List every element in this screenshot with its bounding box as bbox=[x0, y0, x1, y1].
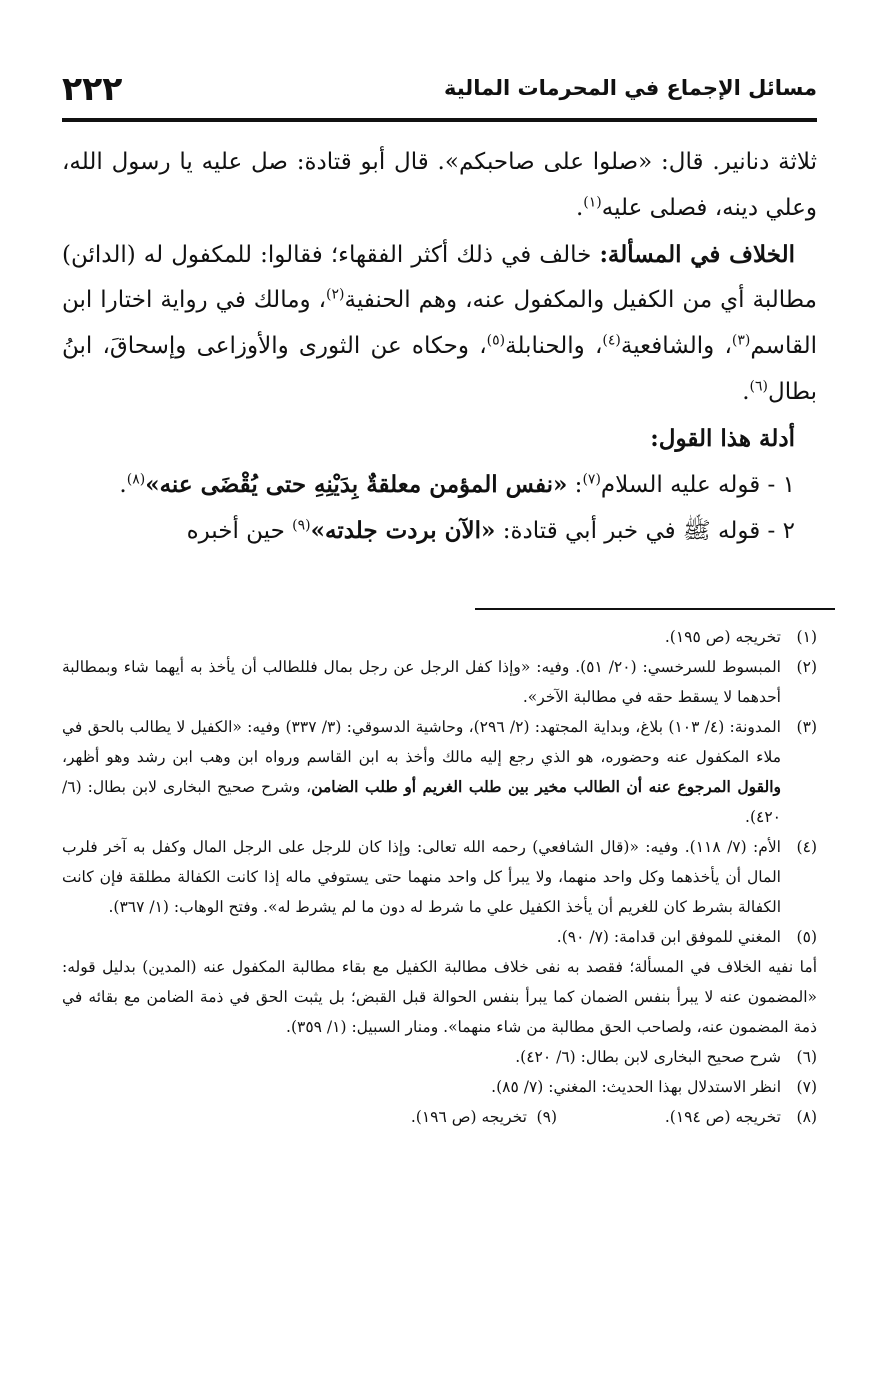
text-span: حين أخبره bbox=[186, 518, 293, 545]
footnote-text bbox=[62, 712, 781, 832]
footnote-6 bbox=[62, 1042, 817, 1072]
footnote-number: (٨) bbox=[796, 1108, 817, 1126]
header-rule bbox=[62, 118, 817, 122]
page-header bbox=[62, 64, 817, 112]
footnote-ref[interactable]: (٦) bbox=[749, 378, 768, 395]
footnotes bbox=[62, 622, 817, 1132]
footnote-text: الأم: (٧/ ١١٨). وفيه: «(قال الشافعي) رحمه الله تعالى: وإذا كان للرجل على الرجل المال وكفل به آخر فلرب المال أن يأخذهما وكل واحد منهما، ولا يبرأ كل واحد منهما حتى يستوفي ماله إذا كانت الكفالة مطلقة فإن كانت الكفالة بشرط كان للغريم أن يأخذ الكفيل علي ما شرط له دون ما لم يشرط له». وفتح الوهاب: (١/ ٣٦٧). bbox=[62, 838, 781, 916]
footnote-1 bbox=[62, 622, 817, 652]
footnote-text: تخريجه (ص ١٩٦). bbox=[410, 1108, 527, 1126]
text-span: ، والشافعية bbox=[620, 333, 732, 360]
footnote-number: (١) bbox=[796, 628, 817, 646]
footnote-number: (٥) bbox=[796, 928, 817, 946]
footnote-3 bbox=[62, 712, 817, 832]
text-span: ٢ - قوله ﷺ في خبر أبي قتادة: bbox=[495, 518, 795, 545]
evidence-item-1: ١ - قوله عليه السلام$^{(٧)}$: «نفس المؤمن معلقةٌ بِدَيْنِهِ حتى يُقْضَى عنه»$^{(٨)}$. bbox=[119, 470, 795, 498]
footnote-text: تخريجه (ص ١٩٤). bbox=[664, 1108, 781, 1126]
footnote-ref[interactable]: (٢) bbox=[326, 286, 345, 303]
footnote-text: انظر الاستدلال بهذا الحديث: المغني: (٧/ ٨٥). bbox=[491, 1078, 781, 1096]
footnote-ref[interactable]: (١) bbox=[583, 194, 602, 211]
footnote-5 bbox=[62, 922, 817, 952]
footnote-8 bbox=[557, 1102, 817, 1132]
bold-quote: والقول المرجوع عنه أن الطالب مخير بين طلب الغريم أو طلب الضامن bbox=[311, 777, 781, 796]
footnote-ref[interactable]: (٧) bbox=[582, 470, 601, 487]
footnote-rule bbox=[475, 608, 835, 610]
text-span: ١ - قوله عليه السلام bbox=[600, 471, 795, 498]
text-span: ، وشرح صحيح البخارى لابن بطال: (٦/ ٤٢٠). bbox=[62, 778, 781, 826]
main-text bbox=[62, 140, 817, 555]
evidence-item-2 bbox=[62, 508, 817, 555]
text-span: ، وحكاه عن الثورى والأوزاعى وإسحاقَ، ابنُ بطال bbox=[62, 333, 817, 405]
paragraph-2: الخلاف في المسألة: خالف في ذلك أكثر الفقهاء؛ فقالوا: للمكفول له (الدائن) مطالبة أي من الكفيل والمكفول عنه، وهم الحنفية$^{(٢)}$، ومالك في رواية اختارا ابن القاسم$^{(٣)}$، والشافعية$^{(٤)}$، والحنابلة$^{(٥)}$، وحكاه عن الثورى والأوزاعى وإسحاقَ، ابنُ بطال$^{(٦)}$. bbox=[62, 240, 817, 405]
evidence-heading: أدلة هذا القول: bbox=[650, 424, 795, 452]
footnote-ref[interactable]: (٣) bbox=[731, 332, 751, 349]
hadith-quote: «الآن بردت جلدته» bbox=[310, 517, 496, 545]
footnote-number: (٦) bbox=[796, 1048, 817, 1066]
section-lead: الخلاف في المسألة: bbox=[599, 240, 795, 268]
footnote-pair bbox=[62, 1102, 817, 1132]
text-span: الله، وعلي دينه، فصلى عليه bbox=[62, 149, 817, 221]
footnote-text: تخريجه (ص ١٩٥). bbox=[664, 628, 781, 646]
text-span: ثلاثة دنانير. قال: «صلوا على صاحبكم». قال أبو قتادة: صل عليه يا رسول bbox=[111, 149, 817, 175]
footnote-number: (٢) bbox=[796, 658, 817, 676]
text-span: المدونة: (٤/ ١٠٣) بلاغ، وبداية المجتهد: (٢/ ٢٩٦)، وحاشية الدسوقي: (٣/ ٣٣٧) وفيه: «الكفيل لا يطالب بالحق في ملاء المكفول عنه وحضوره، هو الذي رجع إليه مالك وأخذ به ابن القاسم ورواه ابن وهب ابن رشد وهو أظهر، bbox=[62, 718, 781, 766]
text-span: : bbox=[567, 471, 583, 498]
footnote-ref[interactable]: (٨) bbox=[126, 470, 146, 487]
text-span: خالف في ذلك أكثر الفقهاء؛ فقالوا: للمكفول له (الدائن) مطالبة أي من الكفيل والمكفول عنه، وهم الحنفية bbox=[62, 241, 817, 314]
footnote-9 bbox=[297, 1102, 557, 1132]
footnote-text: المغني للموفق ابن قدامة: (٧/ ٩٠). bbox=[556, 928, 781, 946]
page-number: ٢٢٢ bbox=[62, 68, 123, 108]
text-span: ، ومالك في رواية اختارا ابن القاسم bbox=[62, 287, 817, 360]
footnote-5-continuation: أما نفيه الخلاف في المسألة؛ فقصد به نفى خلاف مطالبة الكفيل مع بقاء مطالبة المكفول عنه (المدين) بدليل قوله: «المضمون عنه لا يبرأ بنفس الضمان كما يبرأ بنفس الحوالة قبل القبض؛ بل يثبت الحق في ذمة الضامن مع بقائه في ذمة المضمون عنه، ولصاحب الحق مطالبة من شاء منهما». ومنار السبيل: (١/ ٣٥٩). bbox=[62, 958, 817, 1036]
paragraph-1: ثلاثة دنانير. قال: «صلوا على صاحبكم». قال أبو قتادة: صل عليه يا رسول الله، وعلي دينه، فصلى عليه$^{(١)}$. bbox=[62, 149, 817, 221]
footnote-number: (٣) bbox=[796, 718, 817, 736]
footnote-7 bbox=[62, 1072, 817, 1102]
footnote-4 bbox=[62, 832, 817, 922]
footnote-text: شرح صحيح البخارى لابن بطال: (٦/ ٤٢٠). bbox=[515, 1048, 781, 1066]
footnote-number: (٧) bbox=[796, 1078, 817, 1096]
footnote-ref[interactable]: (٥) bbox=[486, 332, 506, 349]
hadith-quote: «نفس المؤمن معلقةٌ بِدَيْنِهِ حتى يُقْضَى عنه» bbox=[145, 470, 568, 498]
footnote-2 bbox=[62, 652, 817, 712]
footnote-ref[interactable]: (٤) bbox=[602, 332, 621, 349]
running-title: مسائل الإجماع في المحرمات المالية bbox=[444, 76, 817, 100]
footnote-number: (٩) bbox=[536, 1108, 557, 1126]
footnote-text: المبسوط للسرخسي: (٢٠/ ٥١). وفيه: «وإذا كفل الرجل عن رجل بمال فللطالب أن يأخذ به أيهما شاء وبمطالبة أحدهما لا يسقط حقه في مطالبة الآخر». bbox=[62, 658, 781, 706]
footnote-number: (٤) bbox=[796, 838, 817, 856]
footnote-ref[interactable]: (٩) bbox=[292, 517, 311, 534]
text-span: ، والحنابلة bbox=[505, 333, 603, 360]
